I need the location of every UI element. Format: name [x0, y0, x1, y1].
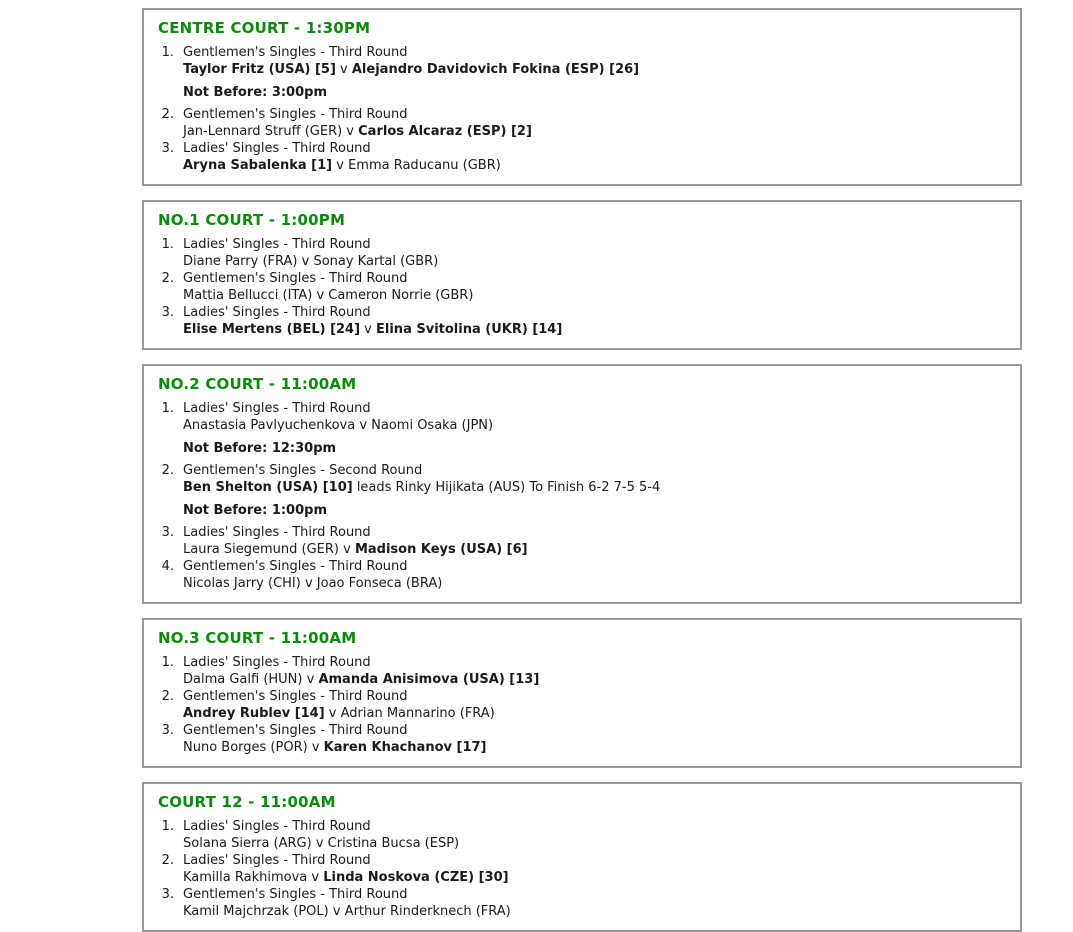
match-number: 2.: [161, 689, 174, 704]
player-text: Kamil Majchrzak (POL) v Arthur Rinderknech (FRA): [183, 904, 511, 919]
match-row: [152, 462, 1010, 496]
court-title: COURT 12 - 11:00AM: [158, 793, 336, 811]
player-seeded-text: Andrey Rublev [14]: [183, 706, 325, 721]
match-number: 1.: [161, 237, 174, 252]
event-name: Ladies' Singles - Third Round: [183, 655, 371, 670]
player-text: v: [360, 322, 377, 337]
match-list: [152, 44, 1010, 174]
match-row: [152, 106, 1010, 140]
players-line: [183, 575, 1010, 592]
player-seeded-text: Carlos Alcaraz (ESP) [2]: [358, 124, 532, 139]
players-line: [183, 287, 1010, 304]
match-list: [152, 236, 1010, 338]
match-number: 3.: [161, 305, 174, 320]
player-seeded-text: Elina Svitolina (UKR) [14]: [376, 322, 563, 337]
players-line: [183, 479, 1010, 496]
player-text: Nuno Borges (POR) v: [183, 740, 324, 755]
match-row: [152, 524, 1010, 558]
match-list: [152, 654, 1010, 756]
match-lines: [183, 886, 1010, 920]
player-seeded-text: Madison Keys (USA) [6]: [354, 542, 528, 557]
match-number: 1.: [161, 401, 174, 416]
match-number: 2.: [161, 271, 174, 286]
player-text: v: [335, 62, 352, 77]
player-text: leads Rinky Hijikata (AUS) To Finish 6-2 7-5 5-4: [352, 480, 661, 495]
match-row: [152, 236, 1010, 270]
players-line: [183, 417, 1010, 434]
match-number: 4.: [161, 559, 174, 574]
player-text: Nicolas Jarry (CHI) v Joao Fonseca (BRA): [183, 576, 443, 591]
event-name: Ladies' Singles - Third Round: [183, 141, 371, 156]
player-text: Solana Sierra (ARG) v Cristina Bucsa (ESP): [183, 836, 460, 851]
player-text: Jan-Lennard Struff (GER) v: [183, 124, 359, 139]
player-seeded-text: Amanda Anisimova (USA) [13]: [318, 672, 540, 687]
match-lines: [183, 818, 1010, 852]
court-card: [142, 618, 1022, 768]
event-name: Gentlemen's Singles - Third Round: [183, 689, 408, 704]
court-card: [142, 200, 1022, 350]
player-seeded-text: Aryna Sabalenka [1]: [183, 158, 333, 173]
court-card: [142, 8, 1022, 186]
players-line: [183, 123, 1010, 140]
player-text: v Adrian Mannarino (FRA): [324, 706, 495, 721]
players-line: [183, 253, 1010, 270]
match-number: 2.: [161, 463, 174, 478]
players-line: [183, 671, 1010, 688]
match-lines: [183, 236, 1010, 270]
not-before-note: Not Before: 3:00pm: [183, 85, 328, 100]
match-lines: [183, 654, 1010, 688]
event-name: Gentlemen's Singles - Third Round: [183, 723, 408, 738]
event-name: Ladies' Singles - Third Round: [183, 237, 371, 252]
match-list: [152, 818, 1010, 920]
match-number: 1.: [161, 45, 174, 60]
players-line: [183, 705, 1010, 722]
player-text: v Emma Raducanu (GBR): [332, 158, 501, 173]
event-name: Ladies' Singles - Third Round: [183, 305, 371, 320]
player-text: Mattia Bellucci (ITA) v Cameron Norrie (GBR): [183, 288, 474, 303]
match-number: 3.: [161, 525, 174, 540]
event-name: Ladies' Singles - Third Round: [183, 401, 371, 416]
player-text: Laura Siegemund (GER) v: [183, 542, 355, 557]
match-number: 3.: [161, 141, 174, 156]
player-text: Kamilla Rakhimova v: [183, 870, 324, 885]
match-number: 2.: [161, 107, 174, 122]
match-row: [152, 44, 1010, 78]
match-lines: [183, 400, 1010, 434]
match-number: 1.: [161, 819, 174, 834]
match-lines: [183, 304, 1010, 338]
not-before-note: Not Before: 1:00pm: [183, 503, 328, 518]
player-seeded-text: Taylor Fritz (USA) [5]: [183, 62, 336, 77]
page: [0, 8, 1073, 919]
event-name: Gentlemen's Singles - Third Round: [183, 559, 408, 574]
match-row: [152, 722, 1010, 756]
match-lines: [183, 524, 1010, 558]
players-line: [183, 835, 1010, 852]
court-title: NO.1 COURT - 1:00PM: [158, 211, 346, 229]
event-name: Ladies' Singles - Third Round: [183, 525, 371, 540]
court-card: [142, 364, 1022, 604]
match-number: 2.: [161, 853, 174, 868]
match-row: [152, 140, 1010, 174]
players-line: [183, 541, 1010, 558]
match-row: [152, 270, 1010, 304]
players-line: [183, 739, 1010, 756]
order-of-play-schedule: [142, 8, 1022, 932]
court-title: NO.3 COURT - 11:00AM: [158, 629, 357, 647]
match-number: 3.: [161, 723, 174, 738]
match-lines: [183, 44, 1010, 78]
court-title: NO.2 COURT - 11:00AM: [158, 375, 357, 393]
match-row: [152, 852, 1010, 886]
event-name: Gentlemen's Singles - Third Round: [183, 887, 408, 902]
player-seeded-text: Linda Noskova (CZE) [30]: [323, 870, 509, 885]
players-line: [183, 321, 1010, 338]
court-title: CENTRE COURT - 1:30PM: [158, 19, 371, 37]
not-before-note: Not Before: 12:30pm: [183, 441, 337, 456]
players-line: [183, 157, 1010, 174]
match-lines: [183, 270, 1010, 304]
match-row: [152, 654, 1010, 688]
match-lines: [183, 106, 1010, 140]
match-row: [152, 886, 1010, 920]
event-name: Gentlemen's Singles - Third Round: [183, 45, 408, 60]
match-row: [152, 558, 1010, 592]
players-line: [183, 61, 1010, 78]
player-text: Anastasia Pavlyuchenkova v Naomi Osaka (JPN): [183, 418, 494, 433]
match-row: [152, 688, 1010, 722]
event-name: Ladies' Singles - Third Round: [183, 853, 371, 868]
player-text: Dalma Galfi (HUN) v: [183, 672, 319, 687]
match-lines: [183, 722, 1010, 756]
match-row: [152, 818, 1010, 852]
player-seeded-text: Elise Mertens (BEL) [24]: [183, 322, 361, 337]
event-name: Ladies' Singles - Third Round: [183, 819, 371, 834]
player-seeded-text: Karen Khachanov [17]: [323, 740, 487, 755]
match-lines: [183, 140, 1010, 174]
match-row: [152, 400, 1010, 434]
match-lines: [183, 462, 1010, 496]
match-list: [152, 400, 1010, 592]
event-name: Gentlemen's Singles - Third Round: [183, 107, 408, 122]
player-seeded-text: Ben Shelton (USA) [10]: [183, 480, 353, 495]
event-name: Gentlemen's Singles - Second Round: [183, 463, 423, 478]
match-lines: [183, 558, 1010, 592]
event-name: Gentlemen's Singles - Third Round: [183, 271, 408, 286]
match-row: [152, 304, 1010, 338]
player-text: Diane Parry (FRA) v Sonay Kartal (GBR): [183, 254, 439, 269]
match-number: 1.: [161, 655, 174, 670]
player-seeded-text: Alejandro Davidovich Fokina (ESP) [26]: [351, 62, 640, 77]
match-number: 3.: [161, 887, 174, 902]
court-card: [142, 782, 1022, 932]
players-line: [183, 869, 1010, 886]
players-line: [183, 903, 1010, 920]
match-lines: [183, 852, 1010, 886]
match-lines: [183, 688, 1010, 722]
